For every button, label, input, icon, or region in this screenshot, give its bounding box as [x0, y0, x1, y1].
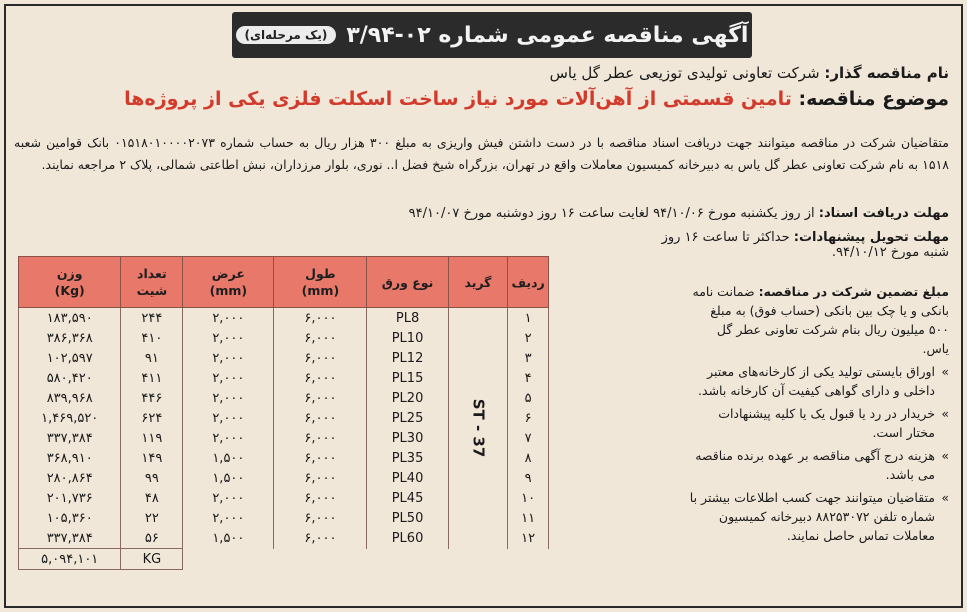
cell-width: ۱,۵۰۰	[183, 468, 274, 488]
cell-weight: ۱۸۳,۵۹۰	[19, 308, 121, 329]
cell-width: ۲,۰۰۰	[183, 368, 274, 388]
organizer-value: شرکت تعاونی تولیدی توزیعی عطر گل یاس	[549, 64, 820, 82]
cell-width: ۲,۰۰۰	[183, 328, 274, 348]
note-item: » هزینه درج آگهی مناقصه بر عهده برنده مناقصه می باشد.	[689, 446, 949, 484]
cell-count: ۲۲	[121, 508, 183, 528]
submit-deadline	[649, 230, 949, 260]
guarantee-label: مبلغ تضمین شرکت در مناقصه:	[758, 284, 949, 299]
total-weight: ۵,۰۹۴,۱۰۱	[19, 549, 121, 570]
receive-deadline	[409, 206, 949, 221]
cell-length: ۶,۰۰۰	[274, 308, 367, 329]
cell-length: ۶,۰۰۰	[274, 408, 367, 428]
submit-deadline-label: مهلت تحویل پیشنهادات:	[793, 230, 949, 245]
cell-length: ۶,۰۰۰	[274, 348, 367, 368]
cell-type: PL60	[367, 528, 448, 549]
cell-type: PL35	[367, 448, 448, 468]
subject-value: تامین قسمتی از آهن‌آلات مورد نیاز ساخت اسکلت فلزی یکی از پروژه‌ها	[124, 88, 792, 110]
cell-row: ۱۲	[508, 528, 549, 549]
title-banner	[232, 12, 752, 58]
cell-weight: ۳۶۸,۹۱۰	[19, 448, 121, 468]
cell-length: ۶,۰۰۰	[274, 388, 367, 408]
cell-width: ۲,۰۰۰	[183, 348, 274, 368]
note-item: » خریدار در رد یا قبول یک یا کلیه پیشنهادات مختار است.	[689, 404, 949, 442]
cell-weight: ۳۳۷,۳۸۴	[19, 428, 121, 448]
organizer-line	[550, 64, 949, 82]
cell-weight: ۲۸۰,۸۶۴	[19, 468, 121, 488]
steel-plates-table	[18, 256, 549, 570]
cell-weight: ۱۰۵,۳۶۰	[19, 508, 121, 528]
table-row	[19, 308, 549, 329]
cell-count: ۴۱۱	[121, 368, 183, 388]
cell-length: ۶,۰۰۰	[274, 328, 367, 348]
cell-row: ۸	[508, 448, 549, 468]
cell-width: ۲,۰۰۰	[183, 408, 274, 428]
cell-width: ۲,۰۰۰	[183, 488, 274, 508]
cell-row: ۹	[508, 468, 549, 488]
cell-row: ۶	[508, 408, 549, 428]
intro-paragraph: متقاضیان شرکت در مناقصه میتوانند جهت دریافت اسناد مناقصه با در دست داشتن فیش واریزی به مبلغ ۳۰۰ هزار ریال به حساب شماره ۰۱۵۱۸۰۱۰۰۰۰۲۰۷۳ بانک قوامین شعبه ۱۵۱۸ به نام شرکت تعاونی عطر گل یاس به دبیرخانه کمیسیون معاملات واقع در تهران، بزرگراه شیخ فضل ا.. نوری، بلوار مرزداران، نبش اطاعتی شمالی، پلاک ۲ مراجعه نمایند.	[14, 135, 949, 172]
total-unit: KG	[121, 549, 183, 570]
header-weight: وزن (Kg)	[19, 257, 121, 308]
cell-count: ۵۶	[121, 528, 183, 549]
note-item: » اوراق بایستی تولید یکی از کارخانه‌های معتبر داخلی و دارای گواهی کیفیت آن کارخانه باشد.	[689, 362, 949, 400]
cell-weight: ۸۳۹,۹۶۸	[19, 388, 121, 408]
cell-count: ۶۲۴	[121, 408, 183, 428]
header-count: تعداد شیت	[121, 257, 183, 308]
tender-title: آگهی مناقصه عمومی شماره ۰۲-۳/۹۴	[346, 22, 749, 48]
cell-width: ۲,۰۰۰	[183, 428, 274, 448]
cell-count: ۱۴۹	[121, 448, 183, 468]
header-grade: گرید	[448, 257, 508, 308]
conditions-column	[689, 268, 949, 545]
cell-width: ۱,۵۰۰	[183, 528, 274, 549]
cell-row: ۱۰	[508, 488, 549, 508]
cell-length: ۶,۰۰۰	[274, 428, 367, 448]
cell-row: ۳	[508, 348, 549, 368]
cell-width: ۲,۰۰۰	[183, 508, 274, 528]
cell-type: PL12	[367, 348, 448, 368]
cell-length: ۶,۰۰۰	[274, 468, 367, 488]
cell-count: ۲۴۴	[121, 308, 183, 329]
cell-type: PL40	[367, 468, 448, 488]
receive-deadline-label: مهلت دریافت اسناد:	[818, 206, 949, 221]
cell-row: ۷	[508, 428, 549, 448]
cell-count: ۹۹	[121, 468, 183, 488]
cell-length: ۶,۰۰۰	[274, 488, 367, 508]
cell-weight: ۳۸۶,۳۶۸	[19, 328, 121, 348]
submit-deadline-value: حداکثر تا ساعت ۱۶ روز شنبه مورخ ۹۴/۱۰/۱۲.	[661, 230, 949, 260]
guarantee-value: ضمانت نامه بانکی و یا چک بین بانکی (حساب فوق) به مبلغ ۵۰۰ میلیون ریال بنام شرکت تعاونی عطر گل یاس.	[692, 284, 949, 356]
header-width: عرض (mm)	[183, 257, 274, 308]
table-header-row	[19, 257, 549, 308]
cell-row: ۱۱	[508, 508, 549, 528]
cell-type: PL10	[367, 328, 448, 348]
subject-label: موضوع مناقصه:	[798, 88, 949, 110]
cell-count: ۴۸	[121, 488, 183, 508]
cell-row: ۴	[508, 368, 549, 388]
cell-count: ۴۱۰	[121, 328, 183, 348]
cell-width: ۲,۰۰۰	[183, 308, 274, 329]
cell-width: ۱,۵۰۰	[183, 448, 274, 468]
cell-length: ۶,۰۰۰	[274, 368, 367, 388]
cell-row: ۱	[508, 308, 549, 329]
subject-line	[124, 88, 949, 110]
cell-weight: ۱,۴۶۹,۵۲۰	[19, 408, 121, 428]
receive-deadline-value: از روز یکشنبه مورخ ۹۴/۱۰/۰۶ لغایت ساعت ۱۶ روز دوشنبه مورخ ۹۴/۱۰/۰۷	[408, 206, 815, 221]
cell-type: PL15	[367, 368, 448, 388]
guarantee-block	[689, 282, 949, 358]
cell-type: PL50	[367, 508, 448, 528]
cell-length: ۶,۰۰۰	[274, 508, 367, 528]
cell-width: ۲,۰۰۰	[183, 388, 274, 408]
cell-count: ۱۱۹	[121, 428, 183, 448]
note-item: » متقاضیان میتوانند جهت کسب اطلاعات بیشتر با شماره تلفن ۸۸۲۵۳۰۷۲ دبیرخانه کمیسیون معاملات تماس حاصل نمایند.	[689, 488, 949, 545]
tender-stage-badge: (یک مرحله‌ای)	[236, 26, 337, 44]
cell-weight: ۳۳۷,۳۸۴	[19, 528, 121, 549]
cell-type: PL25	[367, 408, 448, 428]
cell-count: ۴۴۶	[121, 388, 183, 408]
total-spacer	[183, 549, 549, 570]
cell-type: PL45	[367, 488, 448, 508]
cell-weight: ۲۰۱,۷۳۶	[19, 488, 121, 508]
organizer-label: نام مناقصه گذار:	[824, 64, 949, 82]
header-plate-type: نوع ورق	[367, 257, 448, 308]
cell-length: ۶,۰۰۰	[274, 448, 367, 468]
cell-type: PL8	[367, 308, 448, 329]
cell-weight: ۵۸۰,۴۲۰	[19, 368, 121, 388]
header-length: طول (mm)	[274, 257, 367, 308]
cell-count: ۹۱	[121, 348, 183, 368]
header-row-number: ردیف	[508, 257, 549, 308]
cell-type: PL20	[367, 388, 448, 408]
cell-grade: ST - 37	[448, 308, 508, 549]
cell-row: ۵	[508, 388, 549, 408]
cell-row: ۲	[508, 328, 549, 348]
table-total-row	[19, 549, 549, 570]
cell-type: PL30	[367, 428, 448, 448]
cell-weight: ۱۰۲,۵۹۷	[19, 348, 121, 368]
cell-length: ۶,۰۰۰	[274, 528, 367, 549]
